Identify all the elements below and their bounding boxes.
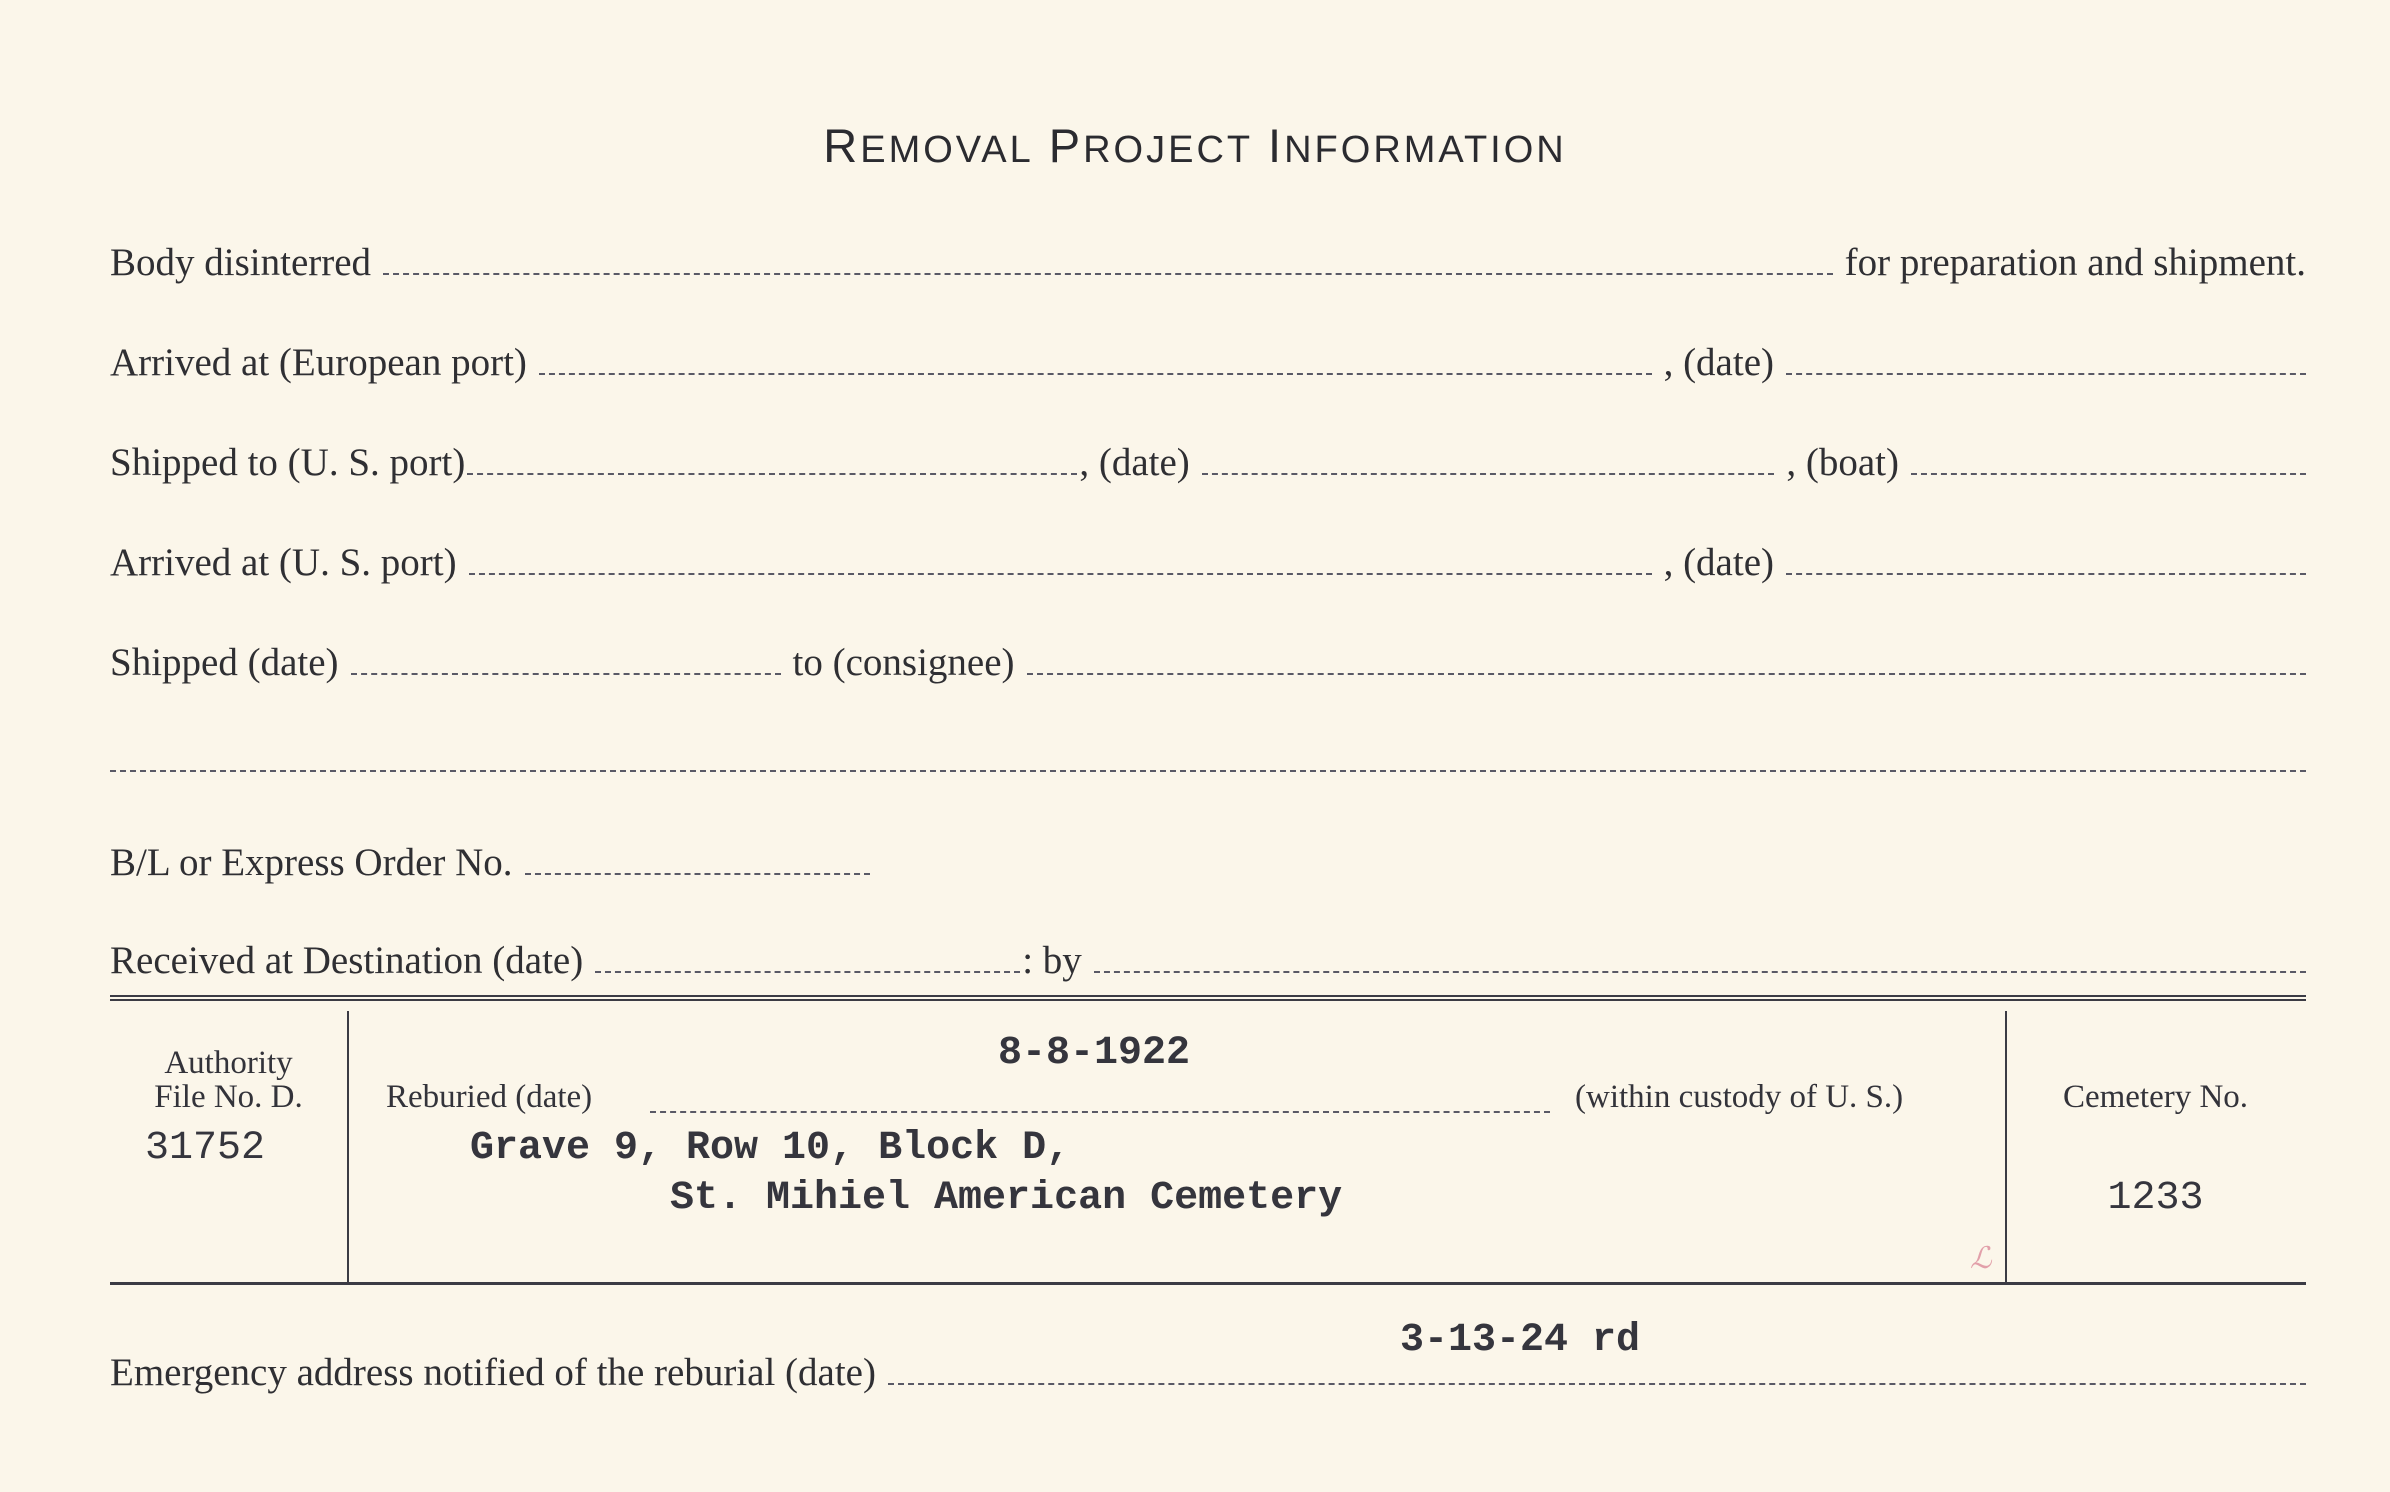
reburial-section — [110, 995, 2306, 1285]
shipped-us-boat-label: , (boat) — [1786, 441, 1899, 484]
emergency-date-value: 3-13-24 rd — [1400, 1318, 1641, 1363]
body-disinterred-suffix: for preparation and shipment. — [1844, 241, 2306, 284]
bl-order-blank — [525, 873, 870, 875]
arrived-european-port-blank — [539, 373, 1652, 375]
body-disinterred-blank — [383, 273, 1833, 275]
reburied-date-value: 8-8-1922 — [998, 1031, 1191, 1076]
shipped-us-date-label: , (date) — [1079, 441, 1190, 484]
received-by-label: : by — [1022, 939, 1082, 982]
reburial-location-line1: Grave 9, Row 10, Block D, — [470, 1126, 1071, 1171]
bl-order-label: B/L or Express Order No. — [110, 841, 513, 884]
cemetery-divider — [2005, 1011, 2007, 1282]
cemetery-label: Cemetery No. — [2062, 1079, 2249, 1115]
arrived-european-label: Arrived at (European port) — [110, 341, 527, 384]
shipped-date-blank — [351, 673, 781, 675]
row-arrived-european — [110, 325, 2306, 385]
card-title — [0, 118, 2390, 173]
body-disinterred-label: Body disinterred — [110, 241, 372, 284]
emergency-label: Emergency address notified of the reburial (date) — [110, 1351, 876, 1394]
reburied-label: Reburied (date) — [386, 1079, 593, 1115]
authority-divider — [347, 1011, 349, 1282]
row-received — [110, 923, 2306, 983]
authority-label — [110, 1046, 347, 1114]
custody-label: (within custody of U. S.) — [1575, 1079, 1904, 1115]
authority-label-line2: File No. D. — [154, 1079, 303, 1115]
consignee-label: to (consignee) — [792, 641, 1015, 684]
arrived-us-date-label: , (date) — [1663, 541, 1774, 584]
row-arrived-us — [110, 525, 2306, 585]
received-label: Received at Destination (date) — [110, 939, 584, 982]
title-word-project: PROJECT — [1048, 119, 1254, 172]
row-body-disinterred — [110, 225, 2306, 285]
row-bl-order — [110, 825, 2306, 885]
pencil-initial-mark: ℒ — [1970, 1241, 1992, 1276]
title-word-information: INFORMATION — [1268, 119, 1567, 172]
received-date-blank — [595, 971, 1020, 973]
consignee-blank — [1027, 673, 2306, 675]
received-by-blank — [1094, 971, 2306, 973]
shipped-us-port-blank — [467, 473, 1077, 475]
row-shipped-us — [110, 425, 2306, 485]
shipped-us-label: Shipped to (U. S. port) — [110, 441, 466, 484]
cemetery-number: 1233 — [2107, 1176, 2204, 1221]
consignee-continuation-blank — [110, 770, 2306, 772]
arrived-us-port-blank — [469, 573, 1652, 575]
shipped-us-date-blank — [1202, 473, 1775, 475]
shipped-date-label: Shipped (date) — [110, 641, 339, 684]
arrived-european-date-label: , (date) — [1663, 341, 1774, 384]
reburial-location-line2: St. Mihiel American Cemetery — [670, 1176, 1343, 1221]
emergency-date-blank — [888, 1383, 2306, 1385]
authority-file-number: 31752 — [145, 1126, 266, 1171]
shipped-us-boat-blank — [1911, 473, 2306, 475]
reburied-date-blank — [650, 1111, 1550, 1113]
row-emergency — [110, 1335, 2306, 1395]
arrived-us-date-blank — [1786, 573, 2306, 575]
authority-label-line1: Authority — [164, 1045, 293, 1081]
row-shipped-date — [110, 625, 2306, 685]
arrived-european-date-blank — [1786, 373, 2306, 375]
title-word-removal: REMOVAL — [823, 119, 1034, 172]
arrived-us-label: Arrived at (U. S. port) — [110, 541, 457, 584]
